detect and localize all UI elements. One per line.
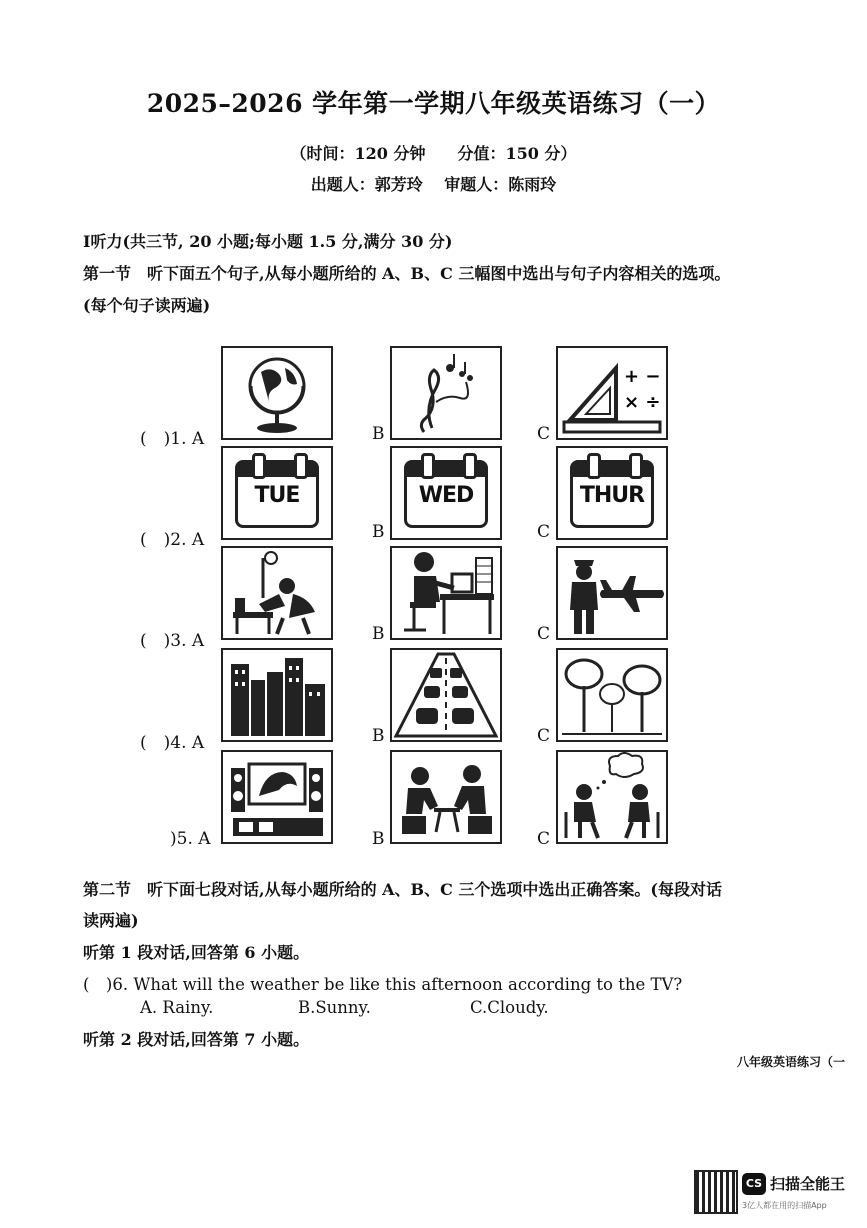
- q5-option-b[interactable]: [390, 750, 502, 844]
- q2-c-label: C: [537, 522, 551, 542]
- q2-label: ( )2. A: [140, 530, 205, 550]
- q6-stem: ( )6. What will the weather be like this afternoon according to the TV?: [83, 975, 683, 994]
- svg-text:× ÷: × ÷: [624, 392, 661, 413]
- scanner-tagline: 3亿人都在用的扫描App: [742, 1201, 827, 1210]
- q5-b-label: B: [372, 829, 385, 849]
- q3-option-c[interactable]: [556, 546, 668, 640]
- q1-option-b[interactable]: [390, 346, 502, 440]
- chess-players-icon: [392, 752, 500, 842]
- q1-option-c[interactable]: [556, 346, 668, 440]
- q4-option-b[interactable]: [390, 648, 502, 742]
- page-title: 2025–2026 学年第一学期八年级英语练习（一）: [146, 89, 721, 118]
- q5-label: )5. A: [170, 829, 211, 849]
- q3-b-label: B: [372, 624, 385, 644]
- section1-note: (每个句子读两遍): [83, 296, 211, 315]
- svg-text:+ −: + −: [624, 366, 661, 387]
- q3-c-label: C: [537, 624, 551, 644]
- traffic-road-icon: [392, 650, 500, 740]
- dialog2-intro: 听第 2 段对话,回答第 7 小题。: [83, 1030, 310, 1049]
- q3-label: ( )3. A: [140, 631, 205, 651]
- q3-option-b[interactable]: [390, 546, 502, 640]
- city-buildings-icon: [223, 650, 331, 740]
- globe-icon: [223, 348, 331, 438]
- q5-option-a[interactable]: [221, 750, 333, 844]
- q2-b-label: B: [372, 522, 385, 542]
- q2-option-a[interactable]: [221, 446, 333, 540]
- dialog1-intro: 听第 1 段对话,回答第 6 小题。: [83, 943, 310, 962]
- calendar-day: TUE: [254, 483, 300, 508]
- talking-people-icon: [558, 752, 666, 842]
- q4-option-c[interactable]: [556, 648, 668, 742]
- music-notes-icon: [392, 348, 500, 438]
- q1-c-label: C: [537, 424, 551, 444]
- qr-code-icon: [694, 1170, 738, 1214]
- dentist-icon: [223, 548, 331, 638]
- listening-heading: Ⅰ听力(共三节, 20 小题;每小题 1.5 分,满分 30 分): [83, 232, 453, 251]
- q6-option-c[interactable]: C.Cloudy.: [470, 998, 549, 1017]
- section2-instruction: 第二节 听下面七段对话,从每小题所给的 A、B、C 三个选项中选出正确答案。(每段对话: [83, 880, 722, 899]
- q1-option-a[interactable]: [221, 346, 333, 440]
- section2-instruction-cont: 读两遍): [83, 911, 139, 930]
- calendar-day: THUR: [579, 483, 645, 508]
- q2-option-b[interactable]: [390, 446, 502, 540]
- q1-label: ( )1. A: [140, 429, 205, 449]
- q3-option-a[interactable]: [221, 546, 333, 640]
- footer-page-label: 八年级英语练习（一: [736, 1055, 845, 1069]
- q2-option-c[interactable]: [556, 446, 668, 540]
- q4-c-label: C: [537, 726, 551, 746]
- pilot-icon: [558, 548, 666, 638]
- q4-b-label: B: [372, 726, 385, 746]
- office-worker-icon: [392, 548, 500, 638]
- q4-label: ( )4. A: [140, 733, 205, 753]
- tv-speakers-icon: [223, 752, 331, 842]
- calendar-icon: [404, 460, 488, 528]
- trees-icon: [558, 650, 666, 740]
- authors-line: 出题人：郭芳玲 审题人：陈雨玲: [310, 175, 557, 194]
- q1-b-label: B: [372, 424, 385, 444]
- section1-instruction: 第一节 听下面五个句子,从每小题所给的 A、B、C 三幅图中选出与句子内容相关的选项。: [83, 264, 731, 283]
- calendar-icon: [570, 460, 654, 528]
- q5-option-c[interactable]: [556, 750, 668, 844]
- q5-c-label: C: [537, 829, 551, 849]
- math-ruler-icon: [558, 348, 666, 438]
- calendar-day: WED: [418, 483, 474, 508]
- q6-option-b[interactable]: B.Sunny.: [298, 998, 371, 1017]
- scanner-brand: 扫描全能王: [770, 1175, 846, 1193]
- q6-option-a[interactable]: A. Rainy.: [140, 998, 214, 1017]
- scanner-logo-icon: CS: [742, 1173, 766, 1195]
- time-score-line: （时间：120 分钟 分值：150 分）: [290, 144, 577, 163]
- q4-option-a[interactable]: [221, 648, 333, 742]
- calendar-icon: [235, 460, 319, 528]
